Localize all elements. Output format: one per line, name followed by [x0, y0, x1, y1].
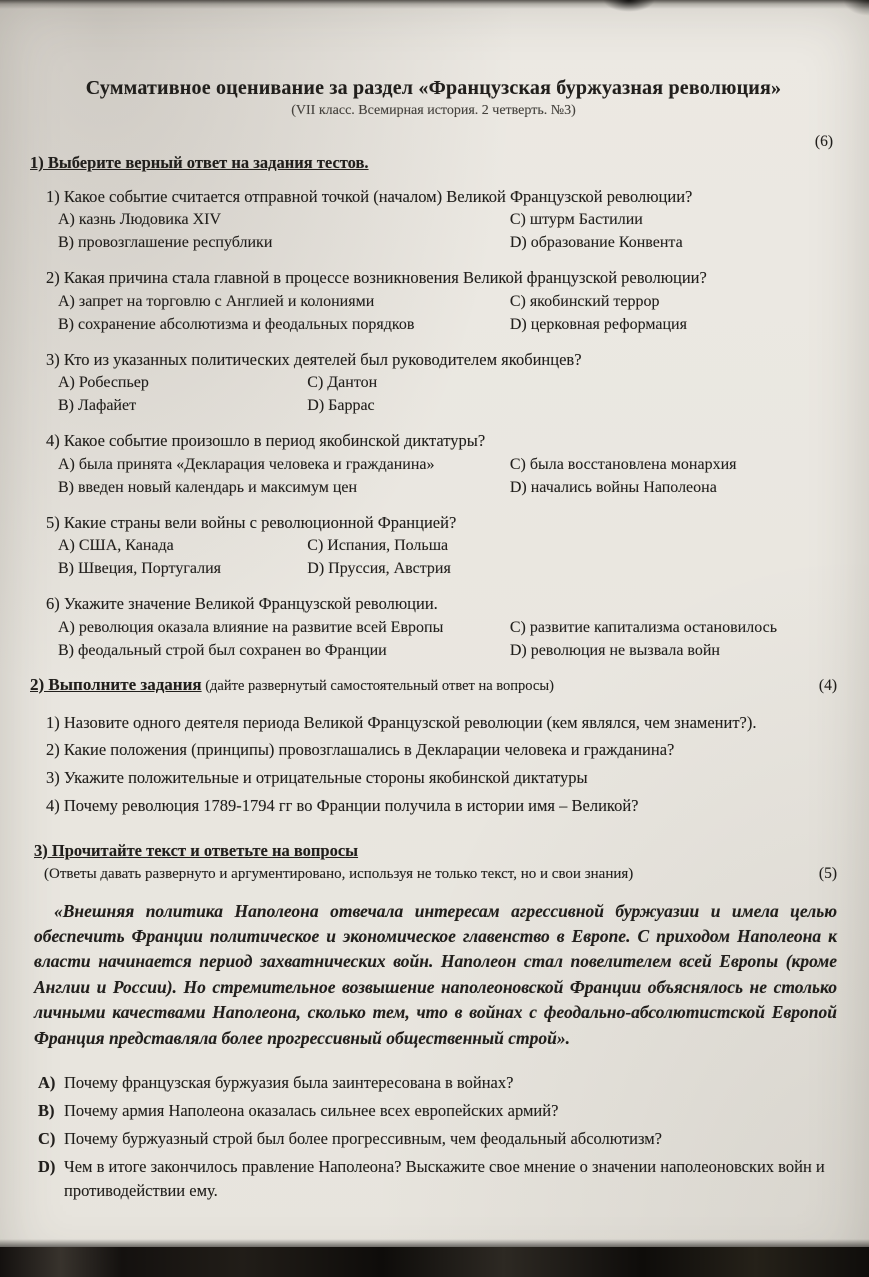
document-header: [30, 76, 837, 119]
section2-heading-note: (дайте развернутый самостоятельный ответ на вопросы): [201, 677, 554, 694]
text-questions-list: [30, 1071, 837, 1203]
question-text: 4) Какое событие произошло в период якобинской диктатуры?: [46, 431, 486, 451]
answer-option-a: A) запрет на торговлю с Англией и колониями: [58, 292, 375, 310]
section3-heading: 3) Прочитайте текст и ответьте на вопросы: [34, 840, 359, 860]
text-question-b: [38, 1099, 837, 1123]
question-label: A): [38, 1072, 56, 1092]
answer-option-a: A) США, Канада: [58, 537, 174, 555]
section1-points: (6): [814, 133, 833, 150]
question-text: 2) Какая причина стала главной в процессе возникновения Великой французской революции?: [46, 268, 707, 288]
answer-options: [46, 373, 837, 416]
answer-option-a: A) революция оказала влияние на развитие всей Европы: [58, 618, 444, 636]
question-text: Чем в итоге закончилось правление Наполеона? Выскажите свое мнение о значении наполеоновских войн и противодействии ему.: [64, 1156, 825, 1200]
question-text: 1) Какое событие считается отправной точкой (началом) Великой Французской революции?: [46, 187, 693, 206]
text-question-a: [38, 1071, 837, 1095]
task-item: 4) Почему революция 1789-1794 гг во Франции получила в истории имя – Великой?: [46, 795, 639, 815]
section3-subheader: [30, 865, 837, 883]
question-6: [30, 593, 837, 660]
answer-option-b: B) Швеция, Португалия: [58, 560, 222, 578]
answer-option-c: C) была восстановлена монархия: [509, 455, 737, 473]
document-content: [30, 76, 837, 1206]
answer-option-c: C) Дантон: [307, 374, 378, 392]
section1-heading: 1) Выберите верный ответ на задания тестов.: [30, 153, 369, 172]
question-label: B): [38, 1100, 55, 1120]
question-3: [30, 349, 837, 416]
text-question-d: [38, 1155, 837, 1203]
answer-option-c: C) Испания, Польша: [307, 537, 449, 555]
question-text: Почему армия Наполеона оказалась сильнее всех европейских армий?: [64, 1100, 559, 1120]
answer-option-b: B) Лафайет: [58, 397, 137, 415]
document-title: Суммативное оценивание за раздел «Французская буржуазная революция»: [85, 77, 782, 99]
question-text: 3) Кто из указанных политических деятелей был руководителем якобинцев?: [46, 349, 582, 369]
question-text: 5) Какие страны вели войны с революционной Францией?: [46, 512, 457, 532]
answer-option-d: D) образование Конвента: [509, 234, 683, 252]
answer-option-d: D) революция не вызвала войн: [509, 641, 720, 659]
scan-smudge: [603, 0, 655, 12]
scan-edge-top: [0, 0, 869, 9]
answer-options: [46, 618, 837, 661]
task-item: 1) Назовите одного деятеля периода Великой Французской революции (кем являлся, чем знаменит?).: [46, 712, 757, 732]
quiz-section: [30, 186, 837, 661]
document-subtitle: (VII класс. Всемирная история. 2 четверть. №3): [291, 103, 576, 118]
answer-option-b: B) введен новый календарь и максимум цен: [58, 478, 358, 496]
answer-option-a: A) казнь Людовика XIV: [58, 211, 222, 229]
answer-option-c: C) развитие капитализма остановилось: [509, 618, 777, 636]
question-text: 6) Укажите значение Великой Французской революции.: [46, 594, 438, 614]
passage-text: «Внешняя политика Наполеона отвечала интересам агрессивной буржуазии и имела целью обеспечить Франции политическое и экономическое главенство в Европе. С приходом Наполеона к власти начинается период захватнических войн. Наполеон стал повелителем всей Европы (кроме Англии и России). Но стремительное возвышение наполеоновской Франции объяснялось не столько личными качествами Наполеона, сколько тем, что в войнах с феодально-абсолютистской Европой Франция представляла более прогрессивный общественный строй».: [34, 900, 837, 1048]
answer-options: [46, 455, 837, 498]
section2-heading-main: 2) Выполните задания: [30, 674, 202, 694]
question-label: D): [38, 1156, 56, 1176]
section2-heading: [30, 675, 554, 695]
answer-options: [46, 536, 837, 579]
question-1: [30, 186, 837, 253]
answer-option-c: C) штурм Бастилии: [509, 211, 643, 229]
answer-options: [46, 210, 837, 253]
scan-edge-bottom: [0, 1247, 869, 1277]
question-5: [30, 512, 837, 579]
task-item: 3) Укажите положительные и отрицательные стороны якобинской диктатуры: [46, 768, 588, 788]
section2-points: (4): [818, 676, 837, 694]
question-text: Почему буржуазный строй был более прогрессивным, чем феодальный абсолютизм?: [64, 1128, 662, 1148]
section2-header: [30, 675, 837, 695]
question-text: Почему французская буржуазия была заинтересована в войнах?: [64, 1072, 514, 1092]
tasks-list: [30, 711, 837, 819]
question-4: [30, 430, 837, 497]
answer-option-d: D) начались войны Наполеона: [509, 478, 717, 496]
section3-points: (5): [818, 864, 837, 882]
answer-options: [46, 292, 837, 335]
question-2: [30, 267, 837, 334]
task-item: 2) Какие положения (принципы) провозглашались в Декларации человека и гражданина?: [46, 740, 675, 760]
answer-option-c: C) якобинский террор: [509, 292, 660, 310]
answer-option-d: D) Баррас: [307, 397, 375, 415]
question-label: C): [38, 1128, 56, 1148]
answer-option-b: B) провозглашение республики: [58, 234, 273, 252]
answer-option-d: D) Пруссия, Австрия: [307, 560, 451, 578]
scan-smudge-right: [843, 0, 869, 16]
answer-option-a: A) была принята «Декларация человека и гражданина»: [58, 455, 435, 473]
section3-note: (Ответы давать развернуто и аргументировано, используя не только текст, но и свои знания): [44, 865, 634, 882]
answer-option-a: A) Робеспьер: [58, 374, 149, 392]
answer-option-b: B) сохранение абсолютизма и феодальных порядков: [58, 315, 415, 333]
answer-option-b: B) феодальный строй был сохранен во Франции: [58, 641, 387, 659]
text-question-c: [38, 1127, 837, 1151]
answer-option-d: D) церковная реформация: [509, 315, 687, 333]
